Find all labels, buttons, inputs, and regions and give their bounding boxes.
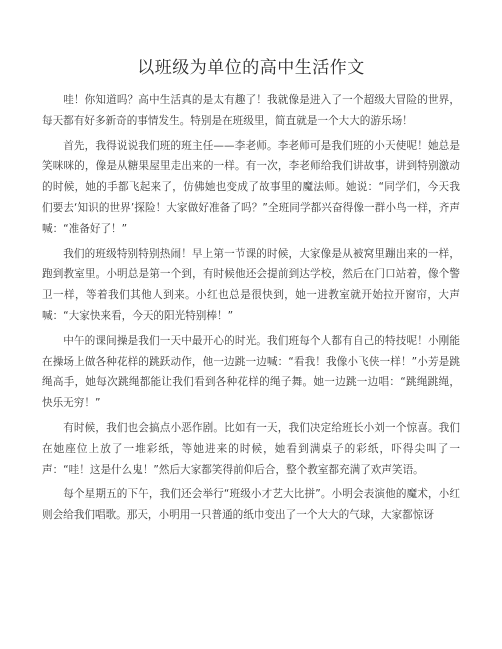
paragraph-6: 每个星期五的下午，我们还会举行“班级小才艺大比拼”。小明会表演他的魔术，小红则会给我们唱歌。那天，小明用一只普通的纸巾变出了一个大大的气球，大家都惊讶 bbox=[42, 488, 460, 522]
document-title: 以班级为单位的高中生活作文 bbox=[137, 58, 365, 78]
paragraph-2: 首先，我得说说我们班的班主任——李老师。李老师可是我们班的小天使呢！她总是笑咪咪的，像是从糖果屋里走出来的一样。有一次，李老师给我们讲故事，讲到特别激动的时候，她的手都飞起来了，仿佛她也变成了故事里的魔法师。她说：“同学们，今天我们要去‘知识的世界’探险！大家做好准备了吗？”全班同学都兴奋得像一群小鸟一样，齐声喊：“准备好了！” bbox=[42, 139, 460, 235]
paragraph-4: 中午的课间操是我们一天中最开心的时光。我们班每个人都有自己的特技呢！小刚能在操场上做各种花样的跳跃动作，他一边跳一边喊：“看我！我像小飞侠一样！”小芳是跳绳高手，她每次跳绳都能让我们看到各种花样的绳子舞。她一边跳一边唱：“跳绳跳绳，快乐无穷！” bbox=[42, 334, 460, 410]
paragraph-5: 有时候，我们也会搞点小恶作剧。比如有一天，我们决定给班长小刘一个惊喜。我们在她座位上放了一堆彩纸，等她进来的时候，她看到满桌子的彩纸，吓得尖叫了一声：“哇！这是什么鬼！”然后大家都笑得前仰后合，整个教室都充满了欢声笑语。 bbox=[42, 421, 460, 476]
paragraph-3: 我们的班级特别特别热闹！早上第一节课的时候，大家像是从被窝里蹦出来的一样，跑到教室里。小明总是第一个到，有时候他还会提前到达学校，然后在门口站着，像个警卫一样，等着我们其他人到来。小红也总是很快到，她一进教室就开始拉开窗帘，大声喊：“大家快来看，今天的阳光特别棒！” bbox=[42, 247, 460, 322]
paragraph-1: 哇！你知道吗？高中生活真的是太有趣了！我就像是进入了一个超级大冒险的世界，每天都有好多新奇的事情发生。特别是在班级里，简直就是一个大大的游乐场！ bbox=[42, 94, 460, 127]
